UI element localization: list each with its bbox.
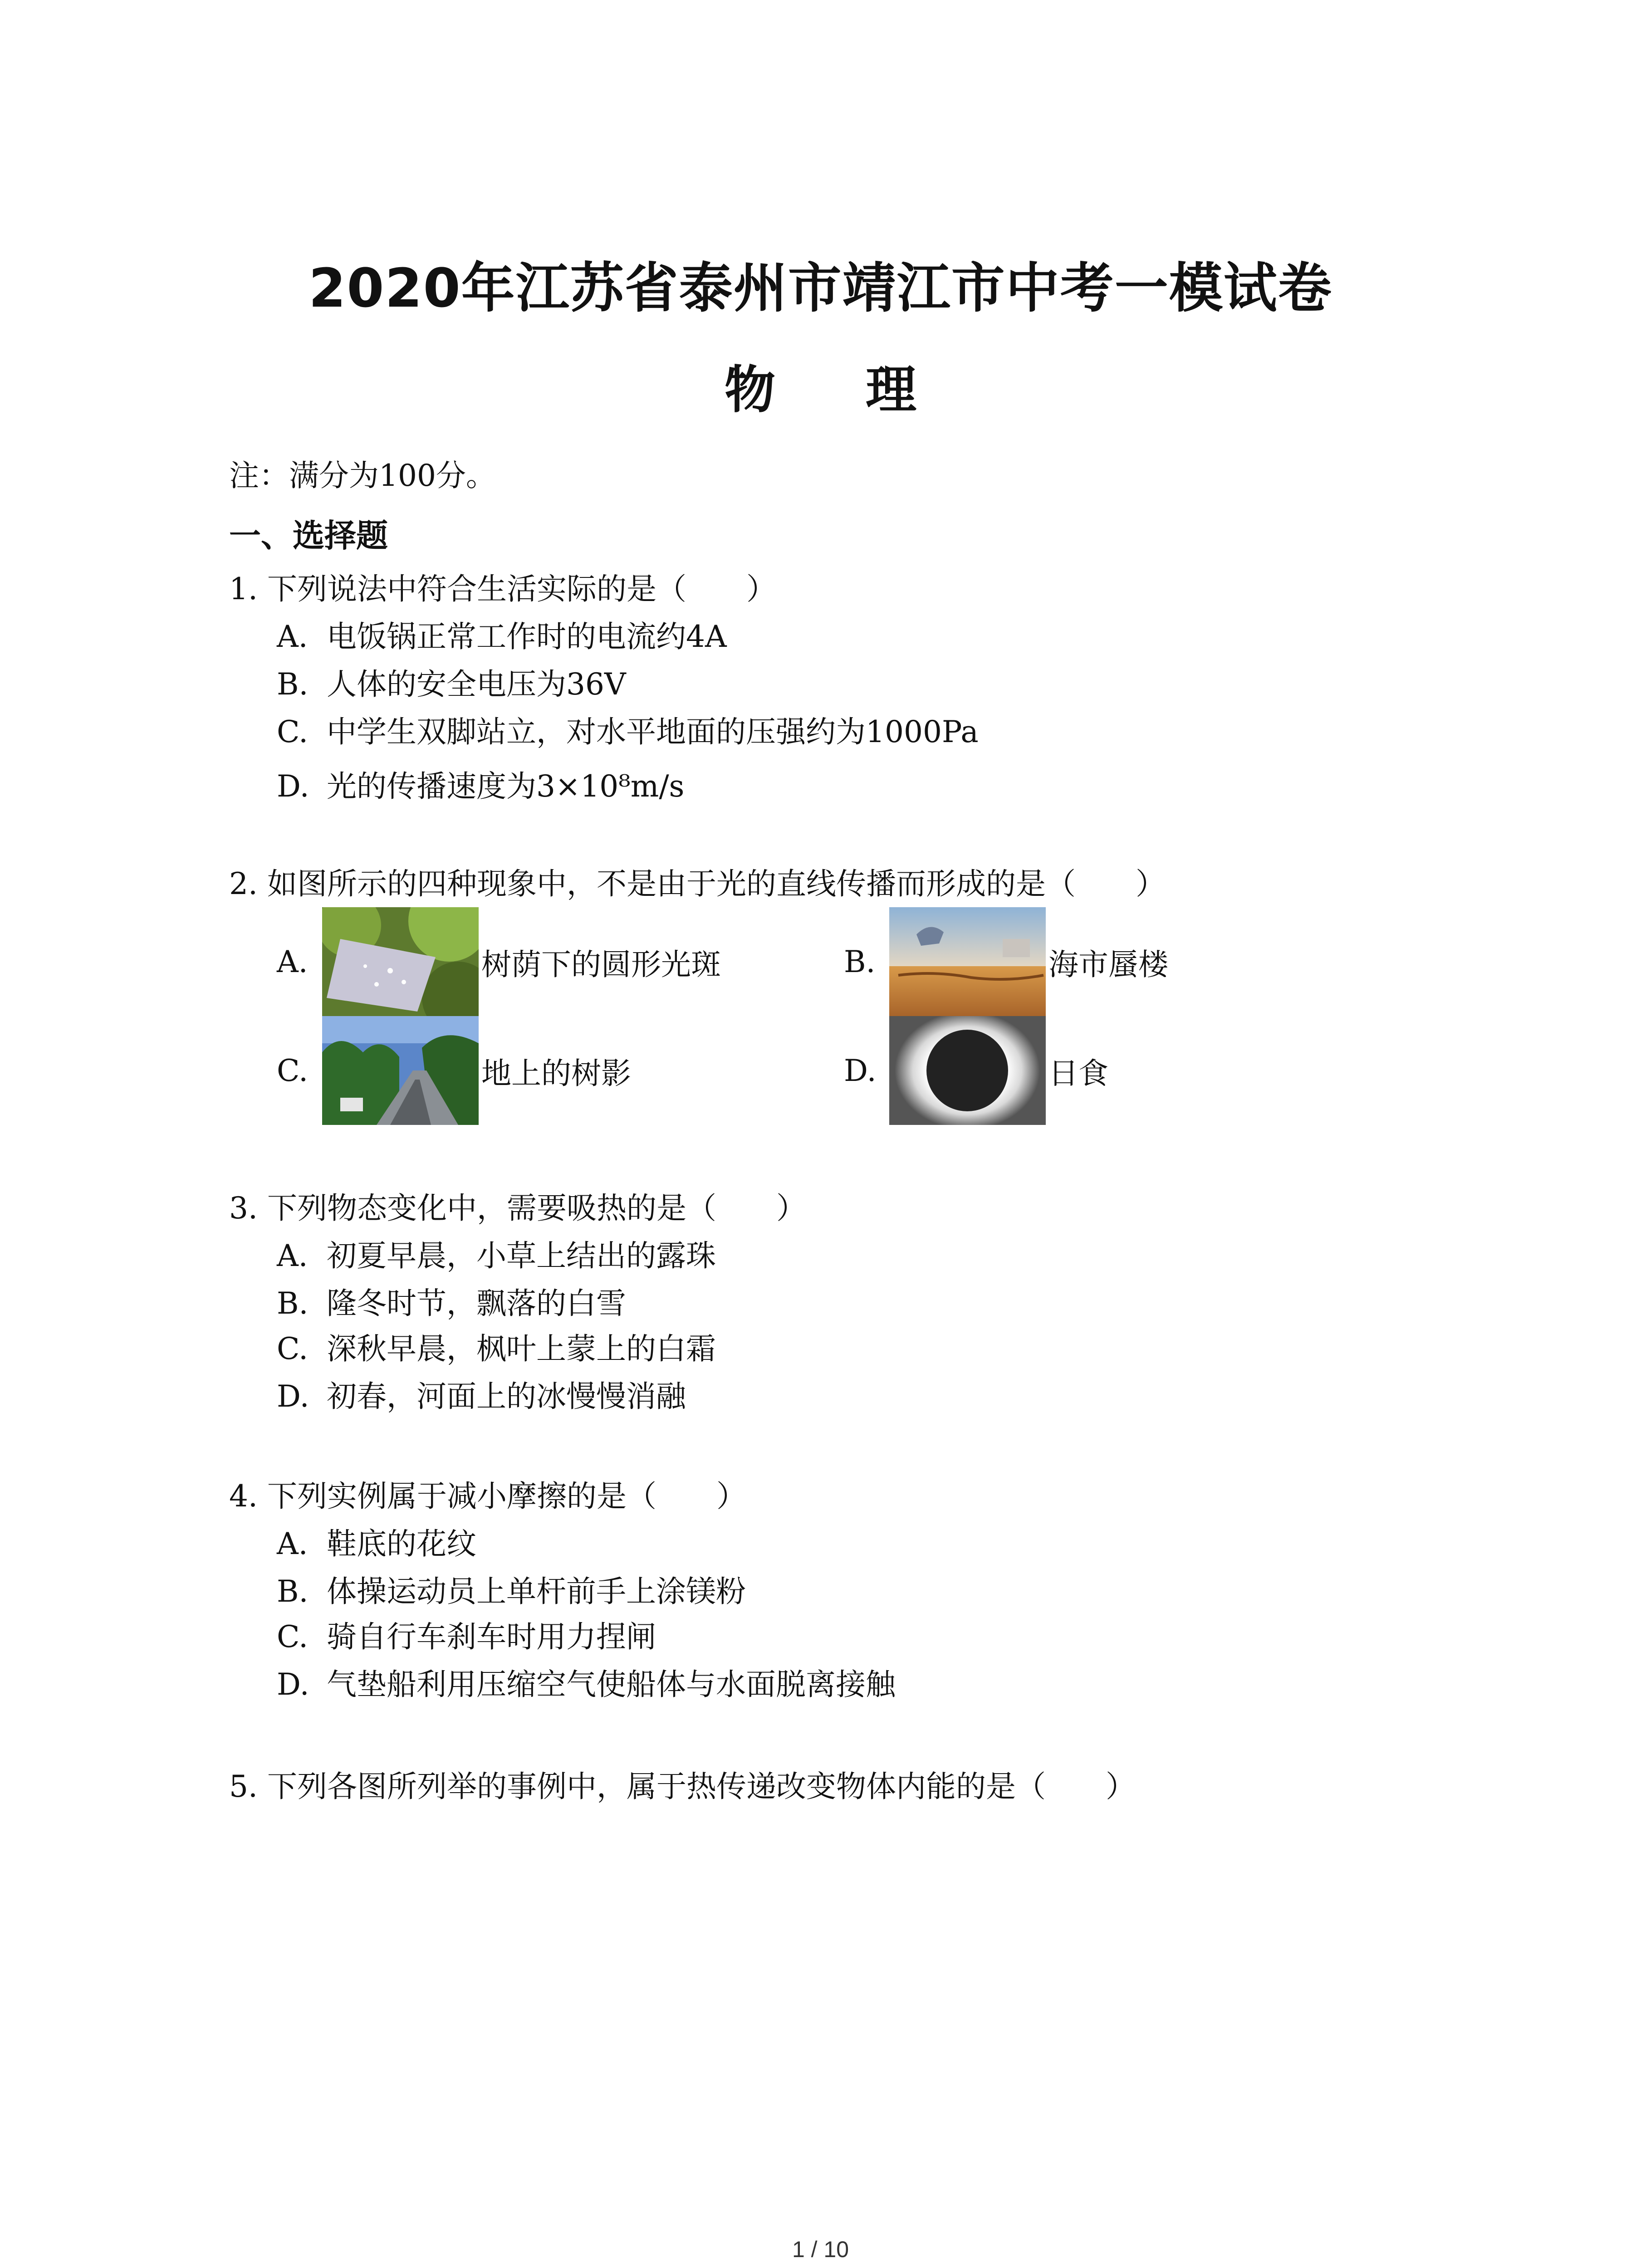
question-4-stem: 4. 下列实例属于减小摩擦的是（ ）	[229, 1479, 746, 1514]
option-label: A.	[277, 619, 308, 654]
question-4-option-c	[277, 1613, 656, 1656]
page-number: 1 / 10	[792, 2237, 849, 2262]
light-spots-image	[322, 907, 479, 1016]
option-text: 人体的安全电压为36V	[327, 667, 626, 702]
option-text: 初春，河面上的冰慢慢消融	[327, 1379, 686, 1414]
tree-shadow-image	[322, 1016, 479, 1125]
option-label: C.	[277, 1331, 309, 1366]
option-text: 气垫船利用压缩空气使船体与水面脱离接触	[327, 1667, 896, 1702]
score-note: 注：满分为100分。	[229, 458, 496, 493]
subject-title: 物 理	[725, 361, 953, 420]
question-3-stem: 3. 下列物态变化中，需要吸热的是（ ）	[229, 1191, 806, 1226]
question-4-option-d	[277, 1660, 896, 1703]
question-3-option-b	[277, 1279, 626, 1322]
question-3-option-d	[277, 1372, 686, 1415]
question-1-option-a	[277, 612, 727, 655]
option-label: D.	[277, 769, 309, 804]
question-2-option-c	[277, 1016, 631, 1125]
option-label: C.	[277, 714, 309, 749]
option-text: 光的传播速度为3×10⁸m/s	[327, 769, 685, 804]
section-heading: 一、选择题	[229, 517, 388, 554]
solar-eclipse-image	[889, 1016, 1046, 1125]
option-label: C.	[277, 1053, 309, 1088]
question-1-option-d	[277, 762, 684, 805]
option-label: D.	[277, 1667, 309, 1702]
option-text: 初夏早晨，小草上结出的露珠	[327, 1238, 716, 1273]
question-2-stem: 2. 如图所示的四种现象中，不是由于光的直线传播而形成的是（ ）	[229, 866, 1166, 901]
option-label: A.	[277, 1526, 308, 1561]
option-label: B.	[277, 667, 309, 702]
question-2-option-b	[844, 907, 1168, 1016]
option-text: 地上的树影	[481, 1056, 631, 1091]
option-label: A.	[277, 1238, 308, 1273]
option-text: 深秋早晨，枫叶上蒙上的白霜	[327, 1331, 716, 1366]
option-label: B.	[277, 1574, 309, 1609]
question-5-stem: 5. 下列各图所列举的事例中，属于热传递改变物体内能的是（ ）	[229, 1769, 1136, 1804]
question-1-option-b	[277, 660, 626, 703]
question-4-option-b	[277, 1567, 746, 1610]
option-text: 树荫下的圆形光斑	[481, 947, 721, 982]
question-4-option-a	[277, 1520, 476, 1563]
option-text: 骑自行车刹车时用力捏闸	[327, 1619, 656, 1654]
question-1-option-c	[277, 708, 979, 751]
option-text: 日食	[1048, 1056, 1108, 1091]
question-2-option-a	[277, 907, 721, 1016]
question-1-stem: 1. 下列说法中符合生活实际的是（ ）	[229, 572, 776, 606]
question-3-option-c	[277, 1325, 716, 1368]
option-text: 鞋底的花纹	[327, 1526, 476, 1561]
option-label: D.	[277, 1379, 309, 1414]
mirage-image	[889, 907, 1046, 1016]
question-3-option-a	[277, 1232, 716, 1275]
option-text: 海市蜃楼	[1048, 947, 1168, 982]
option-label: A.	[277, 944, 308, 979]
question-2-option-d	[844, 1016, 1108, 1125]
option-text: 中学生双脚站立，对水平地面的压强约为1000Pa	[327, 714, 979, 749]
option-label: B.	[844, 944, 876, 979]
option-label: D.	[844, 1053, 877, 1088]
exam-title: 2020年江苏省泰州市靖江市中考一模试卷	[309, 257, 1332, 319]
option-text: 体操运动员上单杆前手上涂镁粉	[327, 1574, 746, 1609]
option-text: 隆冬时节，飘落的白雪	[327, 1286, 626, 1321]
option-text: 电饭锅正常工作时的电流约4A	[327, 619, 727, 654]
option-label: B.	[277, 1286, 309, 1321]
option-label: C.	[277, 1619, 309, 1654]
